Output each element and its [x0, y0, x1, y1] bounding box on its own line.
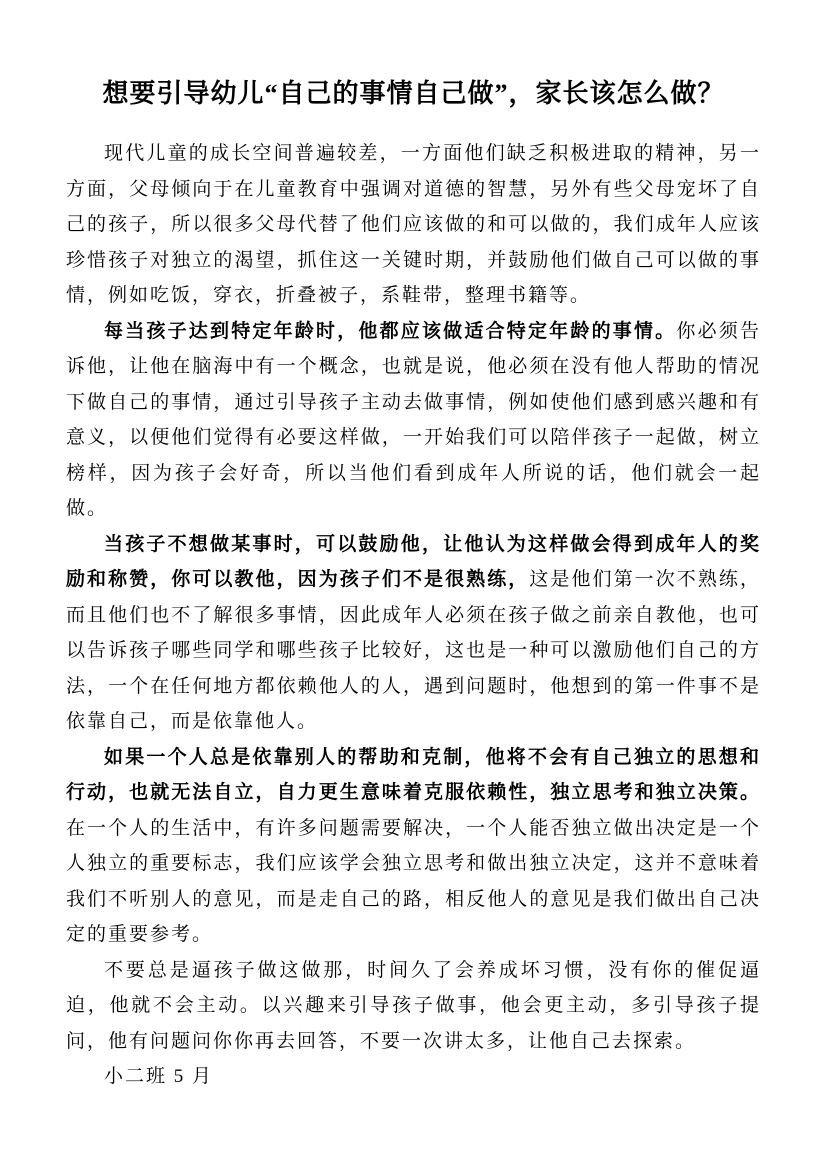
paragraph-4-bold: 如果一个人总是依靠别人的帮助和克制，他将不会有自己独立的思想和行动，也就无法自立，自力更生意味着克服依赖性，独立思考和独立决策。 — [66, 746, 761, 803]
paragraph-5-text: 不要总是逼孩子做这做那，时间久了会养成坏习惯，没有你的催促逼迫，他就不会主动。以兴趣来引导孩子做事，他会更主动，多引导孩子提问，他有问题问你你再去回答，不要一次讲太多，让他自己去探索。 — [66, 959, 761, 1052]
paragraph-3 — [66, 527, 761, 740]
signature: 小二班 5 月 — [104, 1066, 214, 1087]
document-body — [66, 136, 761, 1095]
paragraph-4-text: 在一个人的生活中，有许多问题需要解决，一个人能否独立做出决定是一个人独立的重要标志，我们应该学会独立思考和做出独立决定，这并不意味着我们不听别人的意见，而是走自己的路，相反他人的意见是我们做出自己决定的重要参考。 — [66, 817, 761, 945]
paragraph-1 — [66, 136, 761, 314]
paragraph-2-text: 你必须告诉他，让他在脑海中有一个概念，也就是说，他必须在没有他人帮助的情况下做自己的事情，通过引导孩子主动去做事情，例如使他们感到感兴趣和有意义，以便他们觉得有必要这样做，一开始我们可以陪伴孩子一起做，树立榜样，因为孩子会好奇，所以当他们看到成年人所说的话，他们就会一起做。 — [66, 320, 761, 519]
document-title: 想要引导幼儿“自己的事情自己做”，家长该怎么做？ — [102, 79, 725, 108]
paragraph-3-text: 这是他们第一次不熟练，而且他们也不了解很多事情，因此成年人必须在孩子做之前亲自教他，也可以告诉孩子哪些同学和哪些孩子比较好，这也是一种可以激励他们自己的方法，一个在任何地方都依赖他人的人，遇到问题时，他想到的第一件事不是依靠自己，而是依靠他人。 — [66, 569, 761, 732]
paragraph-5 — [66, 953, 761, 1060]
paragraph-1-text: 现代儿童的成长空间普遍较差，一方面他们缺乏积极进取的精神，另一方面，父母倾向于在儿童教育中强调对道德的智慧，另外有些父母宠坏了自己的孩子，所以很多父母代替了他们应该做的和可以做的，我们成年人应该珍惜孩子对独立的渴望，抓住这一关键时期，并鼓励他们做自己可以做的事情，例如吃饭，穿衣，折叠被子，系鞋带，整理书籍等。 — [66, 143, 761, 306]
paragraph-4 — [66, 740, 761, 953]
paragraph-3-bold: 当孩子不想做某事时，可以鼓励他，让他认为这样做会得到成年人的奖励和称赞，你可以教他，因为孩子们不是很熟练， — [66, 533, 761, 590]
paragraph-2 — [66, 314, 761, 527]
paragraph-2-bold: 每当孩子达到特定年龄时，他都应该做适合特定年龄的事情。 — [104, 320, 677, 342]
